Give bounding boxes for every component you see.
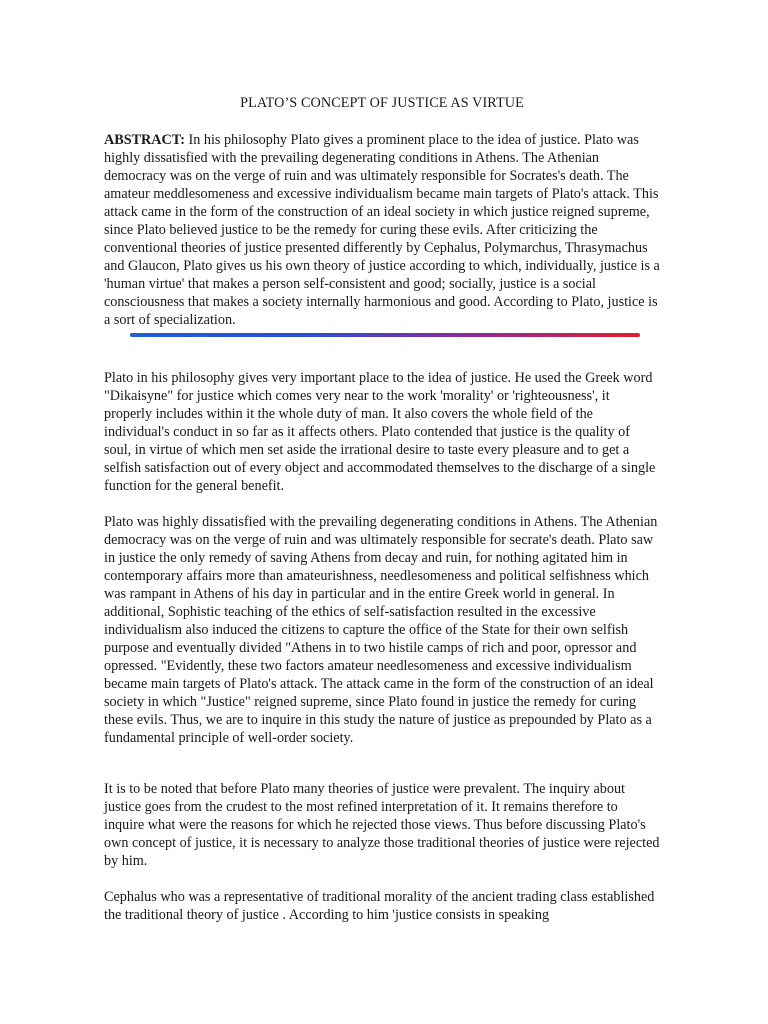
body-paragraph: Plato was highly dissatisfied with the prevailing degenerating conditions in Athens. The Athenian democracy was on the verge of ruin and was ultimately responsible for secrate's death. Plato saw in justice the only remedy of saving Athens from decay and ruin, for nothing agitated him in contemporary affairs more than amateurishness, needlesomeness and political selfishness which was rampant in Athens of his day in particular and in the entire Greek world in general. In additional, Sophistic teaching of the ethics of self-satisfaction resulted in the excessive individualism also induced the citizens to capture the office of the State for their own selfish purpose and eventually divided "Athens in to two histile camps of rich and poor, opressor and opressed. "Evidently, these two factors amateur needlesomeness and excessive individualism became main targets of Plato's attack. The attack came in the form of the construction of an ideal society in which "Justice" reigned supreme, since Plato found in justice the remedy for curing these evils. Thus, we are to inquire in this study the nature of justice as prepounded by Plato as a fundamental principle of well-order society. xyxy=(104,514,658,746)
abstract xyxy=(104,131,660,329)
body-paragraph: Plato in his philosophy gives very important place to the idea of justice. He used the Greek word "Dikaisyne" for justice which comes very near to the work 'morality' or 'righteousness', it properly includes within it the whole duty of man. It also covers the whole field of the individual's conduct in so far as it affects others. Plato contended that justice is the quality of soul, in virtue of which men set aside the irrational desire to taste every pleasure and to get a selfish satisfaction out of every object and accommodated themselves to the discharge of a single function for the general benefit. xyxy=(104,370,656,494)
body-paragraph: Cephalus who was a representative of traditional morality of the ancient trading class established the traditional theory of justice . According to him 'justice consists in speaking xyxy=(104,889,655,923)
abstract-label: ABSTRACT: xyxy=(104,132,185,148)
body-paragraph: It is to be noted that before Plato many theories of justice were prevalent. The inquiry about justice goes from the crudest to the most refined interpretation of it. It remains therefore to inquire what were the reasons for which he rejected those views. Thus before discussing Plato's own concept of justice, it is necessary to analyze those traditional theories of justice were rejected by him. xyxy=(104,781,660,869)
document-title: PLATO’S CONCEPT OF JUSTICE AS VIRTUE xyxy=(240,95,524,111)
abstract-text: In his philosophy Plato gives a prominent place to the idea of justice. Plato was highly dissatisfied with the prevailing degenerating conditions in Athens. The Athenian democracy was on the verge of ruin and was ultimately responsible for Socrates's death. The amateur meddlesomeness and excessive individualism became main targets of Plato's attack. This attack came in the form of the construction of an ideal society in which justice reigned supreme, since Plato believed justice to be the remedy for curing these evils. After criticizing the conventional theories of justice presented differently by Cephalus, Polymarchus, Thrasymachus and Glaucon, Plato gives us his own theory of justice according to which, individually, justice is a 'human virtue' that makes a person self-consistent and good; socially, justice is a social consciousness that makes a society internally harmonious and good. According to Plato, justice is a sort of specialization. xyxy=(104,132,660,328)
section-divider xyxy=(130,333,640,337)
